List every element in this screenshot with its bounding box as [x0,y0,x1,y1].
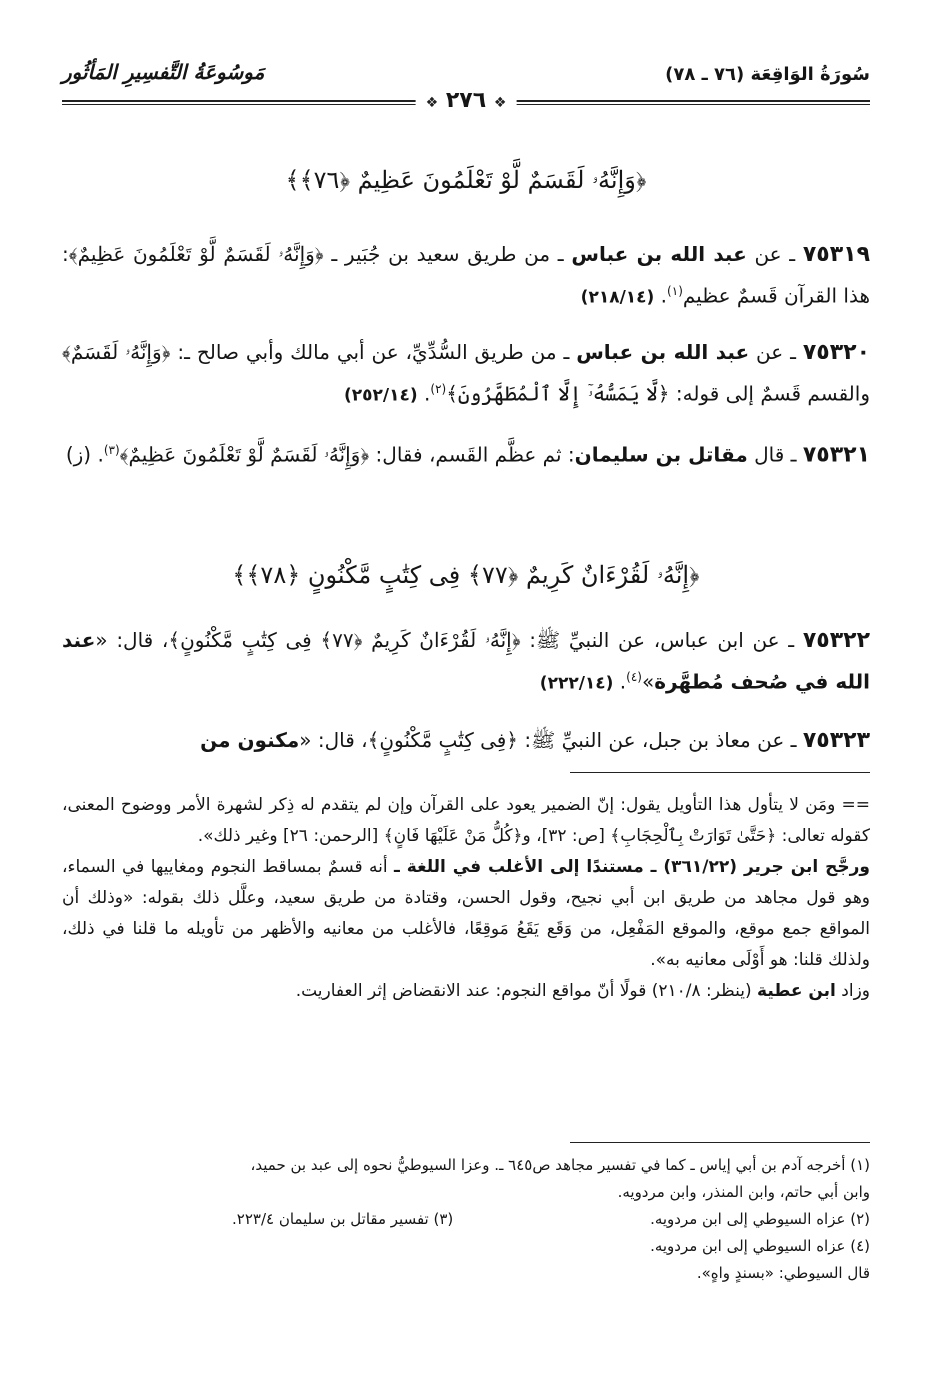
ornament-icon: ❖ [425,95,439,111]
footnote-1: (١) أخرجه آدم بن أبي إياس ـ كما في تفسير مجاهد ص٦٤٥ ـ. وعزا السيوطيُّ نحوه إلى عبد بن حميد، [250,1156,870,1174]
narrator: عبد الله بن عباس [576,340,750,364]
footnote-1-continued: وابن أبي حاتم، وابن المنذر، وابن مردويه. [617,1183,870,1201]
footnote-4-continued: قال السيوطي: «بسندٍ واهٍ». [696,1264,870,1282]
narration-number: ٧٥٣١٩ [802,242,871,267]
narration-75320: ٧٥٣٢٠ ـ عن عبد الله بن عباس ـ من طريق السُّدِّيِّ، عن أبي مالك وأبي صالح ـ: ﴿وَإِنَّهُۥ لَقَسَمٌ﴾ والقسم قَسمٌ إلى قوله: ﴿لَّا يَمَسُّهُۥٓ إِلَّا ٱلْمُطَهَّرُونَ﴾$^{(٢)}$. (٢٥٢/١٤) [62,340,870,406]
footnote-ref: (٣) [103,443,120,457]
verse-heading: ﴿وَإِنَّهُۥ لَقَسَمٌ لَّوْ تَعْلَمُونَ عَظِيمٌ ﴿٧٦﴾﴾ [285,166,647,194]
footnote-ref: (١) [667,284,683,298]
footnote-separator [570,1142,870,1143]
quran-quote: ﴿وَإِنَّهُۥ لَقَسَمٌ لَّوْ تَعْلَمُونَ عَظِيمٌ﴾ [68,242,324,266]
separator-line [570,772,870,773]
hadith-text: عند الله في صُحف مُطهَّرة [62,628,870,694]
encyclopedia-title: مَوسُوعَةُ التَّفسِيرِ المَأثُور [62,60,265,84]
commentary-paragraph: وزاد ابن عطية (ينظر: ٢١٠/٨) قولًا أنّ مواقع النجوم: عند الانقضاض إثر العفاريت. [295,981,870,1001]
narrator: عبد الله بن عباس [571,242,747,266]
commentary-paragraph: == ومَن لا يتأول هذا التأويل يقول: إنّ الضمير يعود على القرآن وإن لم يتقدم له ذِكر لشهرة الأمر ووضوح المعنى، كقوله تعالى: ﴿حَتَّىٰ تَوَارَتْ بِٱلْحِجَابِ﴾ [ص: ٣٢]، و﴿كُلُّ مَنْ عَلَيْهَا فَانٍ﴾ [الرحمن: ٢٦] وغير ذلك». [62,795,870,846]
quran-quote: ﴿لَّا يَمَسُّهُۥٓ إِلَّا ٱلْمُطَهَّرُونَ﴾ [446,381,670,406]
footnote-ref: (٤) [626,670,642,684]
narration-number: ٧٥٣٢٢ [802,628,870,653]
narration-number: ٧٥٣٢٣ [802,728,870,753]
volume-reference: (٢٥٢/١٤) [344,385,418,406]
commentary-paragraph: ورجَّح ابن جرير (٣٦١/٢٢) ـ مستندًا إلى الأغلب في اللغة ـ أنه قسمٌ بمساقط النجوم ومغاييها في السماء، وهو قول مجاهد من طريق ابن أبي نجيح، وقول الحسن، وقتادة من طريق سعيد، وعلَّل ذلك بقوله: «وذلك أن المواقع جمع موقع، والموقع المَفْعِل، من وَقَع يَقَعُ مَوقِعًا، فالأغلب من معانيه والأظهر من تأويله ما قلنا في ذلك، ولذلك قلنا: هو أَوْلَى معانيه به». [62,857,870,970]
narration-number: ٧٥٣٢١ [802,442,870,468]
footnote-4: (٤) عزاه السيوطي إلى ابن مردويه. [650,1237,870,1255]
verse-heading: ﴿إِنَّهُۥ لَقُرْءَانٌ كَرِيمٌ ﴿٧٧﴾ فِى كِتَٰبٍ مَّكْنُونٍ ﴿٧٨﴾﴾ [232,561,700,589]
narration-75323: ٧٥٣٢٣ ـ عن معاذ بن جبل، عن النبيِّ ﷺ: ﴿فِى كِتَٰبٍ مَّكْنُونٍ﴾، قال: «مكنون من [200,728,870,753]
quran-quote: ﴿وَإِنَّهُۥ لَقَسَمٌ﴾ [62,340,171,364]
narration-number: ٧٥٣٢٠ [802,340,870,365]
volume-reference: (٢٢٢/١٤) [539,673,614,694]
sura-title: سُورَةُ الوَاقِعَة (٧٦ ـ ٧٨) [665,64,870,85]
ornament-icon: ❖ [493,95,507,111]
page [62,56,870,1356]
narrator: مقاتل بن سليمان [574,442,748,467]
footnotes [62,1152,870,1287]
volume-reference: (٢١٨/١٤) [580,287,655,308]
quran-quote: ﴿وَإِنَّهُۥ لَقَسَمٌ لَّوْ تَعْلَمُونَ عَظِيمٌ﴾ [119,442,370,467]
running-header [62,56,870,124]
commentary-continued [62,790,870,1007]
footnote-row [62,1206,870,1233]
quran-quote: ﴿فِى كِتَٰبٍ مَّكْنُونٍ﴾ [367,728,519,752]
narration-75319: ٧٥٣١٩ ـ عن عبد الله بن عباس ـ من طريق سعيد بن جُبَير ـ ﴿وَإِنَّهُۥ لَقَسَمٌ لَّوْ تَعْلَمُونَ عَظِيمٌ﴾: هذا القرآن قَسمٌ عظيم$^{(١)}$. (٢١٨/١٤) [62,242,871,308]
footnote-ref: (٢) [430,382,447,396]
footnote-3: (٣) تفسير مقاتل بن سليمان ٢٢٣/٤. [232,1210,454,1228]
hadith-text: مكنون من [200,728,300,752]
page-number: ❖ ٢٧٦ ❖ [416,88,517,113]
quran-quote: ﴿إِنَّهُۥ لَقُرْءَانٌ كَرِيمٌ ﴿٧٧﴾ فِى كِتَٰبٍ مَّكْنُونٍ﴾ [168,628,521,652]
narration-75321: ٧٥٣٢١ ـ قال مقاتل بن سليمان: ثم عظَّم القَسم، فقال: ﴿وَإِنَّهُۥ لَقَسَمٌ لَّوْ تَعْلَمُونَ عَظِيمٌ﴾$^{(٣)}$. (ز) [65,442,870,468]
narration-75322: ٧٥٣٢٢ ـ عن ابن عباس، عن النبيِّ ﷺ: ﴿إِنَّهُۥ لَقُرْءَانٌ كَرِيمٌ ﴿٧٧﴾ فِى كِتَٰبٍ مَّكْنُونٍ﴾، قال: «عند الله في صُحف مُطهَّرة»$^{(٤)}$. (٢٢٢/١٤) [62,628,870,694]
footnote-2: (٢) عزاه السيوطي إلى ابن مردويه. [650,1210,870,1228]
